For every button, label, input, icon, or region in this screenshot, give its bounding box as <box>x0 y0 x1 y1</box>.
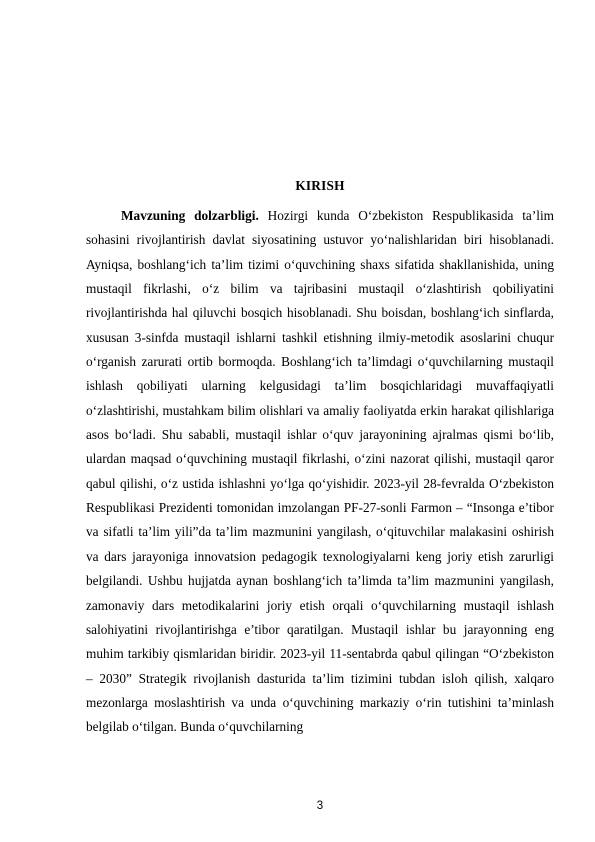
body-paragraph <box>86 204 554 740</box>
page-number: 3 <box>316 800 324 812</box>
paragraph-text: Hozirgi kunda O‘zbekiston Respublikasida ta’lim sohasini rivojlantirish davlat siyosatining ustuvor yo‘nalishlaridan biri hisoblanadi. Ayniqsa, boshlang‘ich ta’lim tizimi o‘quvchining shaxs sifatida shakllanishida, uning mustaqil fikrlashi, o‘z bilim va tajribasini mustaqil o‘zlashtirish qobiliyatini rivojlantirishda hal qiluvchi bosqich hisoblanadi. Shu boisdan, boshlang‘ich sinflarda, xususan 3-sinfda mustaqil ishlarni tashkil etishning ilmiy-metodik asoslarini chuqur o‘rganish zarurati ortib bormoqda. Boshlang‘ich ta’limdagi o‘quvchilarning mustaqil ishlash qobiliyati ularning kelgusidagi ta’lim bosqichlaridagi muvaffaqiyatli o‘zlashtirishi, mustahkam bilim olishlari va amaliy faoliyatda erkin harakat qilishlariga asos bo‘ladi. Shu sababli, mustaqil ishlar o‘quv jarayonining ajralmas qismi bo‘lib, ulardan maqsad o‘quvchining mustaqil fikrlashi, o‘zini nazorat qilishi, mustaqil qaror qabul qilishi, o‘z ustida ishlashni yo‘lga qo‘yishidir. 2023-yil 28-fevralda O‘zbekiston Respublikasi Prezidenti tomonidan imzolangan PF-27-sonli Farmon – “Insonga e’tibor va sifatli ta’lim yili”da ta’lim mazmunini yangilash, o‘qituvchilar malakasini oshirish va dars jarayoniga innovatsion pedagogik texnologiyalarni keng joriy etish zarurligi belgilandi. Ushbu hujjatda aynan boshlang‘ich ta’limda ta’lim mazmunini yangilash, zamonaviy dars metodikalarini joriy etish orqali o‘quvchilarning mustaqil ishlash salohiyatini rivojlantirishga e’tibor qaratilgan. Mustaqil ishlar bu jarayonning eng muhim tarkibiy qismlaridan biridir. 2023-yil 11-sentabrda qabul qilingan “O‘zbekiston – 2030” Strategik rivojlanish dasturida ta’lim tizimini tubdan isloh qilish, xalqaro mezonlarga moslashtirish va unda o‘quvchining markaziy o‘rin tutishini ta’minlash belgilab o‘tilgan. Bunda o‘quvchilarning <box>86 208 554 735</box>
paragraph-lead: Mavzuning dolzarbligi. <box>121 208 259 223</box>
section-heading: KIRISH <box>295 178 345 193</box>
